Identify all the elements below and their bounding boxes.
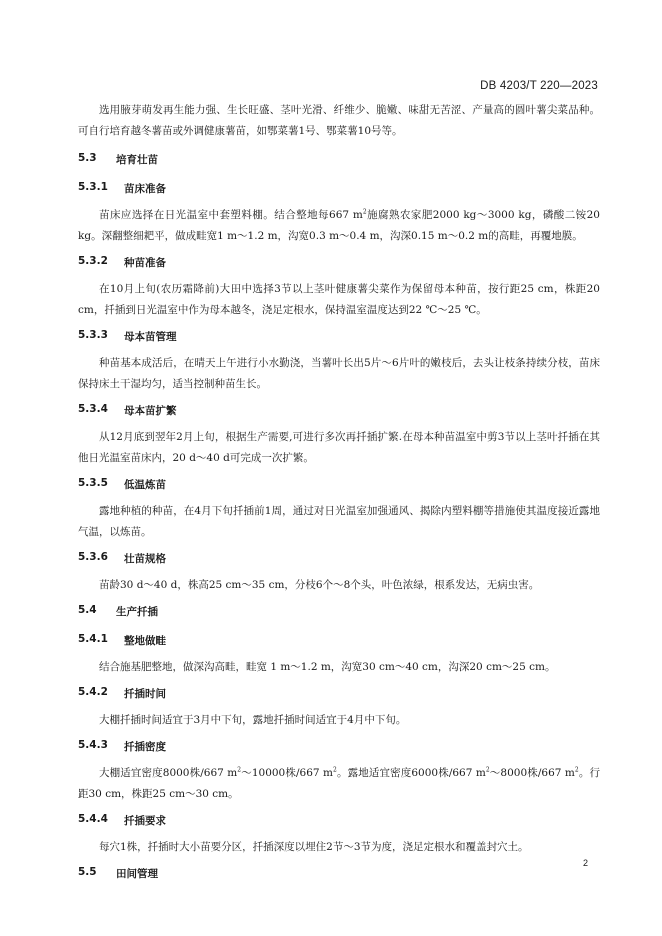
text-run: 。露地适宜密度6000株/667 m (336, 767, 486, 779)
page-number: 2 (582, 858, 588, 868)
section-number: 5.3.2 (78, 255, 108, 267)
document-code: DB 4203/T 220—2023 (480, 80, 598, 92)
section-title: 母本苗管理 (124, 331, 177, 343)
section-number: 5.3.5 (78, 477, 108, 489)
section-title: 扦插时间 (124, 688, 166, 700)
section-5-3-4-heading (78, 403, 600, 418)
section-5-3-1-heading (78, 181, 600, 196)
section-5-4-heading (78, 604, 600, 619)
section-number: 5.3.6 (78, 551, 108, 563)
section-5-3-3-heading (78, 329, 600, 344)
section-number: 5.4.3 (78, 739, 108, 751)
superscript: 2 (362, 208, 367, 216)
intro-paragraph: 选用腋芽萌发再生能力强、生长旺盛、茎叶光滑、纤维少、脆嫩、味甜无苦涩、产量高的圆叶薯尖菜品种。可自行培育越冬薯苗或外调健康薯苗，如鄂菜薯1号、鄂菜薯10号等。 (78, 104, 600, 137)
section-5-4-2-heading (78, 686, 600, 701)
section-5-5-heading (78, 866, 600, 881)
section-title: 生产扦插 (116, 606, 158, 618)
section-title: 整地做畦 (124, 635, 166, 647)
section-5-3-2-paragraph: 在10月上旬(农历霜降前)大田中选择3节以上茎叶健康薯尖菜作为保留母本种苗，按行距25 cm，株距20 cm，扦插到日光温室中作为母本越冬，浇足定根水，保持温室温度达到22 ℃～25 ℃。 (78, 283, 600, 316)
section-number: 5.3.3 (78, 329, 108, 341)
section-number: 5.4.4 (78, 813, 108, 825)
superscript: 2 (574, 766, 579, 774)
section-5-3-heading (78, 152, 600, 167)
document-body (78, 100, 600, 881)
section-title: 扦插密度 (124, 741, 166, 753)
section-title: 田间管理 (116, 868, 158, 880)
section-number: 5.5 (78, 866, 97, 878)
section-number: 5.3 (78, 152, 97, 164)
section-title: 培育壮苗 (116, 154, 158, 166)
section-title: 种苗准备 (124, 257, 166, 269)
section-5-4-3-heading (78, 739, 600, 754)
section-title: 低温炼苗 (124, 479, 166, 491)
section-5-3-1-paragraph (78, 205, 600, 247)
section-5-4-1-paragraph: 结合施基肥整地，做深沟高畦，畦宽 1 m～1.2 m，沟宽30 cm～40 cm，沟深20 cm～25 cm。 (99, 661, 556, 673)
superscript: 2 (237, 766, 242, 774)
section-number: 5.4 (78, 604, 97, 616)
section-5-4-2-paragraph: 大棚扦插时间适宜于3月中下旬，露地扦插时间适宜于4月中下旬。 (99, 714, 407, 726)
section-5-3-6-paragraph: 苗龄30 d～40 d，株高25 cm～35 cm，分枝6个～8个头，叶色浓绿，根系发达，无病虫害。 (99, 579, 540, 591)
section-5-4-3-paragraph (78, 763, 600, 805)
section-5-3-5-heading (78, 477, 600, 492)
text-run: ～10000株/667 m (241, 767, 333, 779)
section-5-3-2-heading (78, 255, 600, 270)
section-number: 5.4.2 (78, 686, 108, 698)
superscript: 2 (333, 766, 337, 774)
section-5-3-4-paragraph: 从12月底到翌年2月上旬，根据生产需要,可进行多次再扦插扩繁.在母本种苗温室中剪3节以上茎叶扦插在其他日光温室苗床内，20 d～40 d可完成一次扩繁。 (78, 431, 600, 464)
section-number: 5.3.4 (78, 403, 108, 415)
text-run: 大棚适宜密度8000株/667 m (99, 767, 238, 779)
text-run: 。行距30 cm，株距25 cm～30 cm。 (78, 767, 600, 800)
text-run: ～8000株/667 m (489, 767, 575, 779)
text-run: 施腐熟农家肥2000 kg～3000 kg，磷酸二铵20 kg。深翻整细耙平，做成畦宽1 m～1.2 m，沟宽0.3 m～0.4 m，沟深0.15 m～0.2 m的高畦，再覆地膜。 (78, 209, 600, 242)
section-5-3-6-heading (78, 551, 600, 566)
section-title: 母本苗扩繁 (124, 405, 177, 417)
superscript: 2 (485, 766, 490, 774)
section-number: 5.4.1 (78, 633, 108, 645)
section-title: 扦插要求 (124, 815, 166, 827)
text-run: 苗床应选择在日光温室中套塑料棚。结合整地每667 m (99, 209, 363, 221)
section-5-4-4-paragraph: 每穴1株，扦插时大小苗要分区，扦插深度以埋住2节～3节为度，浇足定根水和覆盖封穴土。 (99, 841, 529, 853)
section-5-4-4-heading (78, 813, 600, 828)
section-title: 壮苗规格 (124, 553, 166, 565)
section-5-3-3-paragraph: 种苗基本成活后，在晴天上午进行小水勤浇，当薯叶长出5片～6片叶的嫩枝后，去头让枝条持续分枝，苗床保持床土干湿均匀，适当控制种苗生长。 (78, 357, 600, 390)
section-title: 苗床准备 (124, 183, 166, 195)
section-5-3-5-paragraph: 露地种植的种苗，在4月下旬扦插前1周，通过对日光温室加强通风、揭除内塑料棚等措施使其温度接近露地气温，以炼苗。 (78, 505, 600, 538)
section-5-4-1-heading (78, 633, 600, 648)
section-number: 5.3.1 (78, 181, 108, 193)
